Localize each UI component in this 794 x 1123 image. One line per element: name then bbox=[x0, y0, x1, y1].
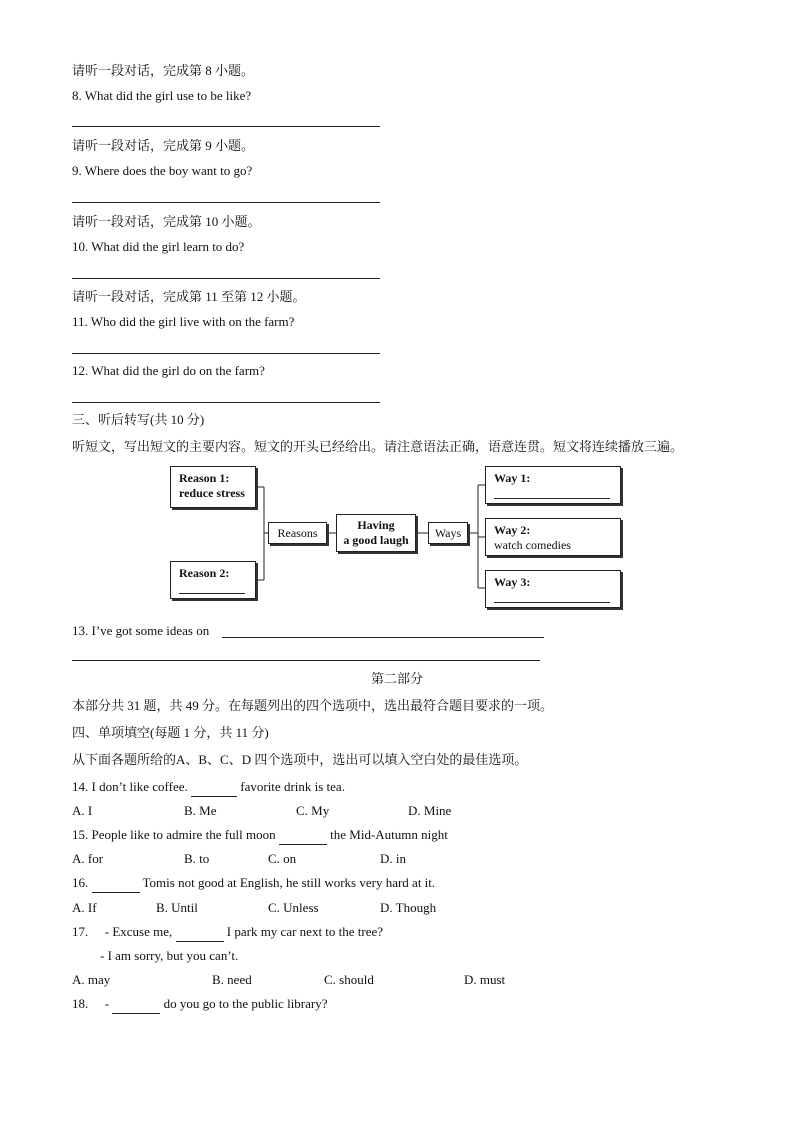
q11-question: 11. Who did the girl live with on the farm? bbox=[72, 314, 295, 329]
q12-question: 12. What did the girl do on the farm? bbox=[72, 363, 265, 378]
q18-blank[interactable] bbox=[112, 995, 160, 1014]
part2-title: 第二部分 bbox=[370, 671, 423, 686]
q14-option-d[interactable]: D. Mine bbox=[408, 803, 452, 818]
center-line1: Having bbox=[357, 518, 395, 532]
q11-intro: 请听一段对话，完成第 11 至第 12 小题。 bbox=[72, 289, 306, 304]
q17-option-b[interactable]: B. need bbox=[212, 972, 252, 987]
q15-option-a[interactable]: A. for bbox=[72, 851, 104, 866]
reasons-label: Reasons bbox=[277, 526, 318, 540]
q15-stem-post: the Mid-Autumn night bbox=[330, 827, 448, 842]
q8-intro: 请听一段对话，完成第 8 小题。 bbox=[72, 63, 255, 78]
q17-stem bbox=[72, 923, 383, 942]
way3-blank[interactable] bbox=[494, 602, 610, 603]
q15-stem bbox=[72, 826, 448, 845]
ways-box bbox=[428, 522, 468, 544]
section3-title: 三、听后转写(共 10 分) bbox=[72, 412, 205, 427]
reason2-blank[interactable] bbox=[179, 593, 245, 594]
q15-blank[interactable] bbox=[279, 826, 327, 845]
q10-question: 10. What did the girl learn to do? bbox=[72, 239, 245, 254]
way2-label: Way 2: bbox=[494, 523, 531, 537]
part2-intro: 本部分共 31 题，共 49 分。在每题列出的四个选项中，选出最符合题目要求的一项。 bbox=[72, 698, 554, 713]
q14-blank[interactable] bbox=[191, 778, 237, 797]
way2-box bbox=[485, 518, 621, 556]
q17-option-a[interactable]: A. may bbox=[72, 972, 111, 987]
q18-stem-pre: - bbox=[104, 996, 110, 1011]
q9-intro: 请听一段对话，完成第 9 小题。 bbox=[72, 138, 255, 153]
way2-text: watch comedies bbox=[494, 538, 571, 552]
q15-option-b[interactable]: B. to bbox=[184, 851, 210, 866]
q16-blank[interactable] bbox=[92, 874, 140, 893]
q16-option-b[interactable]: B. Until bbox=[156, 900, 198, 915]
q16-option-a[interactable]: A. If bbox=[72, 900, 97, 915]
q13-answer-line-1[interactable] bbox=[222, 637, 544, 638]
q18-number: 18. bbox=[72, 996, 89, 1011]
q16-stem-pre: 16. bbox=[72, 875, 89, 890]
q15-option-c[interactable]: C. on bbox=[268, 851, 297, 866]
q16-stem bbox=[72, 874, 435, 893]
q14-option-b[interactable]: B. Me bbox=[184, 803, 217, 818]
q13-prompt: 13. I’ve got some ideas on bbox=[72, 623, 210, 638]
center-box bbox=[336, 514, 416, 552]
reasons-box bbox=[268, 522, 327, 544]
section4-title: 四、单项填空(每题 1 分，共 11 分) bbox=[72, 725, 269, 740]
q16-option-c[interactable]: C. Unless bbox=[268, 900, 319, 915]
q15-option-d[interactable]: D. in bbox=[380, 851, 406, 866]
q13-answer-line-2[interactable] bbox=[72, 660, 540, 661]
q18-stem-post: do you go to the public library? bbox=[163, 996, 328, 1011]
q16-option-d[interactable]: D. Though bbox=[380, 900, 437, 915]
reason1-box bbox=[170, 466, 256, 508]
q17-number: 17. bbox=[72, 924, 89, 939]
way1-box bbox=[485, 466, 621, 504]
q17-stem-post: I park my car next to the tree? bbox=[226, 924, 384, 939]
q14-option-a[interactable]: A. I bbox=[72, 803, 93, 818]
q15-stem-pre: 15. People like to admire the full moon bbox=[72, 827, 276, 842]
section3-instruction: 听短文，写出短文的主要内容。短文的开头已经给出。请注意语法正确，语意连贯。短文将连续播放三遍。 bbox=[72, 439, 684, 454]
q17-reply: - I am sorry, but you can’t. bbox=[100, 948, 239, 963]
q16-stem-post: Tomis not good at English, he still works very hard at it. bbox=[142, 875, 436, 890]
q8-question: 8. What did the girl use to be like? bbox=[72, 88, 252, 103]
q14-stem bbox=[72, 778, 345, 797]
section4-instruction: 从下面各题所给的A、B、C、D 四个选项中，选出可以填入空白处的最佳选项。 bbox=[72, 752, 528, 767]
reason1-label: Reason 1: bbox=[179, 471, 230, 485]
way3-label: Way 3: bbox=[494, 575, 531, 589]
q10-intro: 请听一段对话，完成第 10 小题。 bbox=[72, 214, 261, 229]
way3-box bbox=[485, 570, 621, 608]
q17-blank[interactable] bbox=[176, 923, 224, 942]
q14-option-c[interactable]: C. My bbox=[296, 803, 330, 818]
q17-option-d[interactable]: D. must bbox=[464, 972, 506, 987]
reason2-box bbox=[170, 561, 256, 599]
q18-stem bbox=[72, 995, 328, 1014]
q9-question: 9. Where does the boy want to go? bbox=[72, 163, 253, 178]
q14-stem-pre: 14. I don’t like coffee. bbox=[72, 779, 188, 794]
q14-stem-post: favorite drink is tea. bbox=[240, 779, 345, 794]
q17-option-c[interactable]: C. should bbox=[324, 972, 374, 987]
ways-label: Ways bbox=[434, 526, 462, 540]
reason2-label: Reason 2: bbox=[179, 566, 230, 580]
center-line2: a good laugh bbox=[343, 533, 409, 547]
reason1-text: reduce stress bbox=[179, 486, 245, 500]
way1-blank[interactable] bbox=[494, 498, 610, 499]
way1-label: Way 1: bbox=[494, 471, 531, 485]
q17-stem-pre: - Excuse me, bbox=[104, 924, 173, 939]
